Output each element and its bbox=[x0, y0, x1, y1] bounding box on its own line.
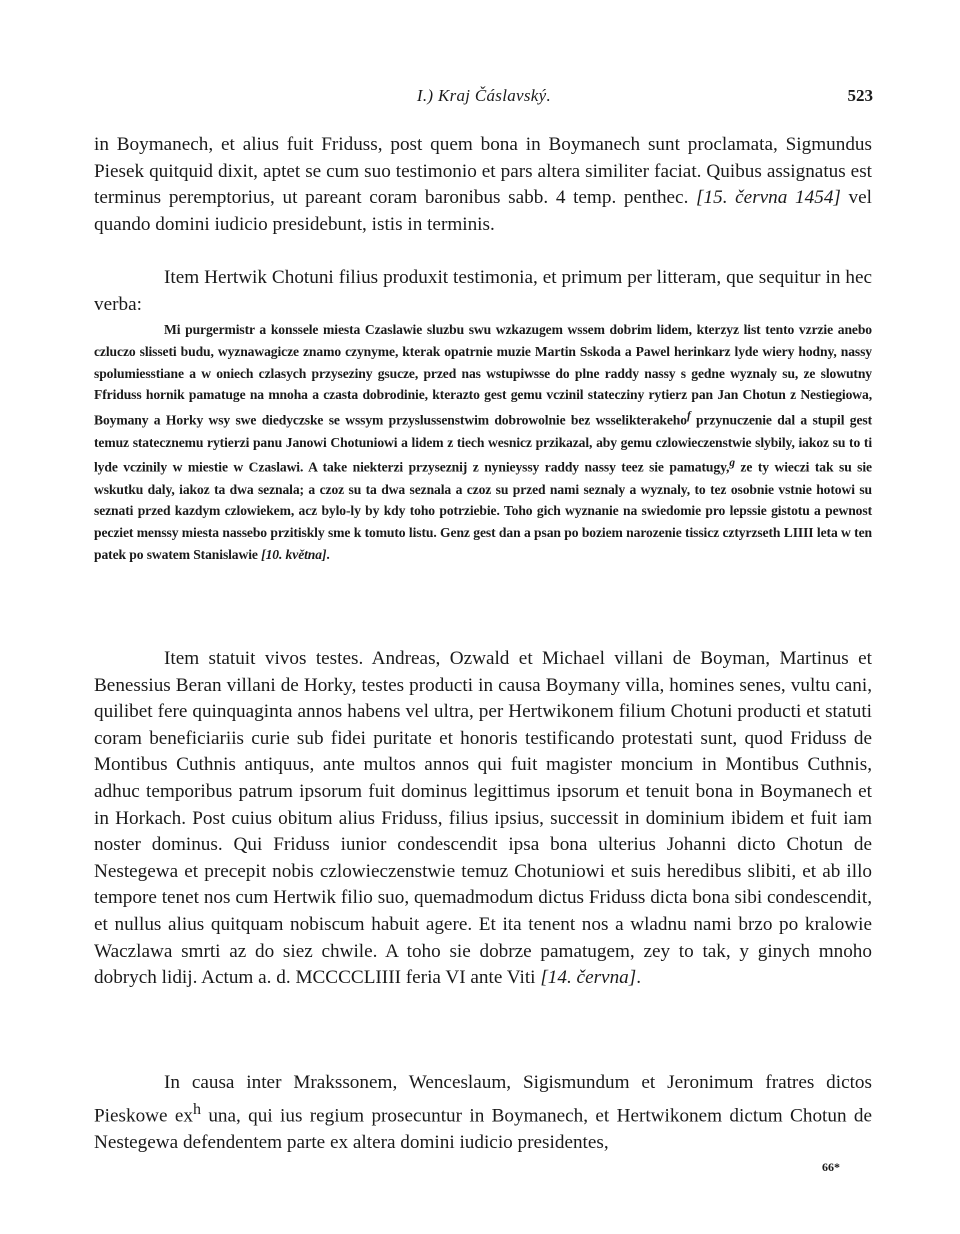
paragraph-causa bbox=[94, 1070, 872, 1156]
signature-mark: 66* bbox=[822, 1160, 840, 1174]
paragraph-text: in Boymanech, et alius fuit Friduss, post quem bona in Boymanech sunt proclamata, Sigmundus Piesek quitquid dixit, aptet se cum suo testimonio et pars altera similiter faciat. Quibus assignatus est terminus peremptorius, ut pareant coram baronibus sabb. 4 temp. penthec. bbox=[94, 134, 872, 209]
letter-text: ze ty wieczi tak su sie wskutku daly, iakoz ta dwa seznala; a czoz su ta dwa seznala a czoz su przed nami seznaly a wyznaly, to tez osobnie vstnie hotowi su seznati przed kazdym czlowiekem, acz bylo-ly by kdy toho potrziebie. Toho gich wyznanie na swiedomie pro lepssie gistotu a pewnost pecziet menssy miesta nassebo przitiskly sme k tomuto listu. Genz gest dan a psan po boziem narozenie tissicz cztyrzseth LIIII leta w ten patek po swatem Stanislawie bbox=[94, 459, 872, 563]
editorial-date-note: [10. května] bbox=[261, 547, 327, 563]
paragraph-continued bbox=[94, 132, 872, 238]
editorial-date-note: [15. června 1454] bbox=[696, 187, 841, 209]
letter-text: . bbox=[326, 547, 330, 563]
paragraph-testes bbox=[94, 646, 872, 992]
letter-text: przynuczenie dal a stupil gest temuz statecznemu rytierzi panu Janowi Chotuniowi a lidem z tiech wesnicz przikazal, aby gemu czlowieczenstwie slybily, iakoz su to ti lyde vczinily w miestie w Czaslawi. A take niekterzi przyseznij z nynieyssy raddy nassy teez sie pamatugy, bbox=[94, 412, 872, 475]
paragraph-text: Item Hertwik Chotuni filius produxit testimonia, et primum per litteram, que sequitur in hec verba: bbox=[94, 267, 872, 315]
running-title: I.) Kraj Čáslavský. bbox=[416, 86, 552, 105]
editorial-date-note: [14. června] bbox=[540, 967, 637, 989]
paragraph-text: . bbox=[636, 967, 642, 989]
paragraph-text: una, qui ius regium prosecuntur in Boymanech, et Hertwikonem dictum Chotun de Nestegewa defendentem parte ex altera domini iudicio presidentes, bbox=[94, 1104, 872, 1153]
quoted-letter bbox=[94, 319, 872, 566]
running-head bbox=[95, 86, 873, 110]
letter-text: Mi purgermistr a konssele miesta Czaslawie sluzbu swu wzkazugem wssem dobrim lidem, kterzyz list tento vzrzie anebo czluczo slisseti budu, wyznawagicze znamo czynyme, kterak opatrnie muzie Martin Sskoda a Pawel herinkarz lyde wiery hodny, nassy spolumiesstiane a w oniech czlasych przyseziny gsucze, przed nas wstupiwsse do plne raddy nassy s gedne wyznaly su, ze slowutny Ffriduss hornik pamatuge na mnoha a czasta dobrodinie, kterazto gest gemu vczinil statecziny rytierz pan Jan Chotun z Nestiegiowa, Boymany a Horky wsy swe diedyczske se wssym przyslussenstwim dobrowolnie bez wsselikterakeho bbox=[94, 322, 872, 428]
footnote-marker: h bbox=[193, 1100, 201, 1118]
footnote-marker: g bbox=[729, 457, 735, 470]
footnote-marker: f bbox=[686, 410, 691, 423]
page-number: 523 bbox=[847, 86, 873, 105]
paragraph-text: Item statuit vivos testes. Andreas, Ozwald et Michael villani de Boyman, Martinus et Benessius Beran villani de Horky, testes producti in causa Boymany villa, homines senes, vultu cani, quilibet fere quinquaginta annos habens vel ultra, per Hertwikonem filium Chotuni producti et statuti coram beneficiariis curie sub fidei puritate et honoris testificando protestati sunt, quod Friduss de Montibus Cuthnis antiquus, ante multos annos qui fuit magister moncium in Montibus Cuthnis, adhuc temporibus patrum ipsorum fuit dominus legittimus ipsorum et tenuit bona in Boymanech et in Horkach. Post cuius obitum alius Friduss, filius ipsius, successit in dominium ibidem et fuit iam noster dominus. Qui Friduss iunior condescendit ipsa bona ulterius Johanni dicto Chotun de Nestegewa et precepit nobis czlowieczenstwie temuz Chotuniowi et suis heredibus slibiti, et ab illo tempore tenet nos cum Hertwik filio suo, quemadmodum dictus Friduss dicta bona sibi condescendit, et nullus alius quitquam nobiscum habuit agere. Et ita tenent nos a wladnu nami brzo po kralowie Waczlawa smrti az do siez chwile. A toho sie dobrze pamatugem, zey to tak, y ginych mnoho dobrych lidij. Actum a. d. MCCCCLIIII feria VI ante Viti bbox=[94, 648, 872, 989]
paragraph-text: vel quando domini iudicio presidebunt, istis in terminis. bbox=[94, 187, 872, 235]
paragraph-text: In causa inter Mrakssonem, Wenceslaum, Sigismundum et Jeronimum fratres dictos Pieskowe ex bbox=[94, 1072, 872, 1126]
paragraph-testimonia bbox=[94, 265, 872, 318]
